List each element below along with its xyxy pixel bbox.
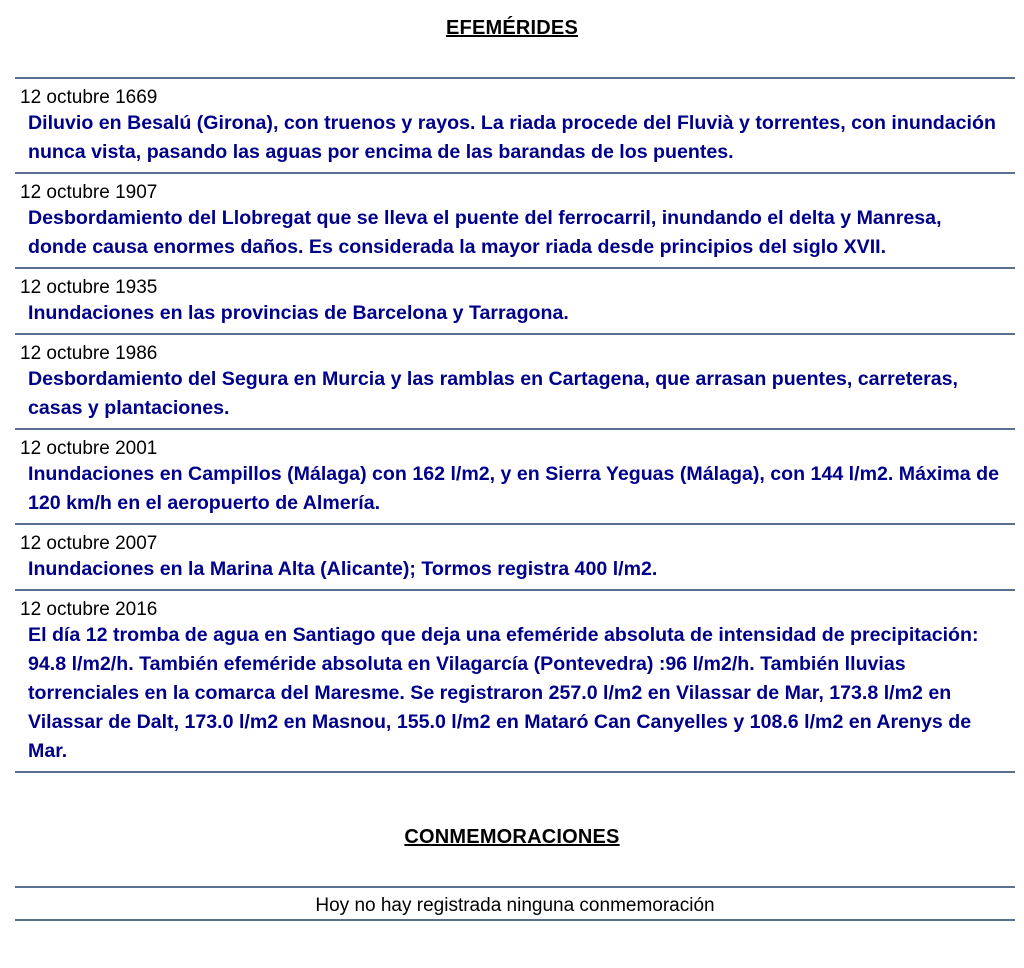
entry-text: Desbordamiento del Segura en Murcia y las ramblas en Cartagena, que arrasan puentes, carreteras, casas y plantaciones. bbox=[28, 368, 958, 419]
entry-text: El día 12 tromba de agua en Santiago que deja una efeméride absoluta de intensidad de precipitación: 94.8 l/m2/h. También efeméride absoluta en Vilagarcía (Pontevedra) :96 l/m2/h. También lluvias torrenciales en la comarca del Maresme. Se registraron 257.0 l/m2 en Vilassar de Mar, 173.8 l/m2 en Vilassar de Dalt, 173.0 l/m2 en Masnou, 155.0 l/m2 en Mataró Can Canyelles y 108.6 l/m2 en Arenys de Mar. bbox=[28, 624, 979, 762]
entry-date: 12 octubre 1907 bbox=[20, 182, 158, 203]
entry-date: 12 octubre 2001 bbox=[20, 438, 158, 459]
entry-text: Inundaciones en las provincias de Barcelona y Tarragona. bbox=[28, 302, 569, 324]
list-item bbox=[15, 269, 1015, 335]
list-item bbox=[15, 174, 1015, 269]
list-item bbox=[15, 430, 1015, 525]
list-item bbox=[15, 525, 1015, 591]
entry-date: 12 octubre 1935 bbox=[20, 277, 158, 298]
list-item bbox=[15, 79, 1015, 174]
entry-text: Diluvio en Besalú (Girona), con truenos y rayos. La riada procede del Fluvià y torrentes, con inundación nunca vista, pasando las aguas por encima de las barandas de los puentes. bbox=[28, 112, 996, 163]
entry-date: 12 octubre 2016 bbox=[20, 599, 158, 620]
entry-date: 12 octubre 1669 bbox=[20, 87, 158, 108]
conmemoraciones-title: CONMEMORACIONES bbox=[404, 826, 620, 848]
entry-text: Inundaciones en Campillos (Málaga) con 162 l/m2, y en Sierra Yeguas (Málaga), con 144 l/m2. Máxima de 120 km/h en el aeropuerto de Almería. bbox=[28, 463, 999, 514]
efemerides-title: EFEMÉRIDES bbox=[445, 17, 579, 39]
conmemoraciones-message: Hoy no hay registrada ninguna conmemoración bbox=[15, 886, 1015, 921]
list-item bbox=[15, 335, 1015, 430]
list-item bbox=[15, 591, 1015, 773]
entry-text: Desbordamiento del Llobregat que se lleva el puente del ferrocarril, inundando el delta y Manresa, donde causa enormes daños. Es considerada la mayor riada desde principios del siglo XVII. bbox=[28, 207, 942, 258]
efemerides-list bbox=[15, 77, 1015, 773]
entry-text: Inundaciones en la Marina Alta (Alicante); Tormos registra 400 l/m2. bbox=[28, 558, 658, 580]
entry-date: 12 octubre 1986 bbox=[20, 343, 158, 364]
entry-date: 12 octubre 2007 bbox=[20, 533, 158, 554]
